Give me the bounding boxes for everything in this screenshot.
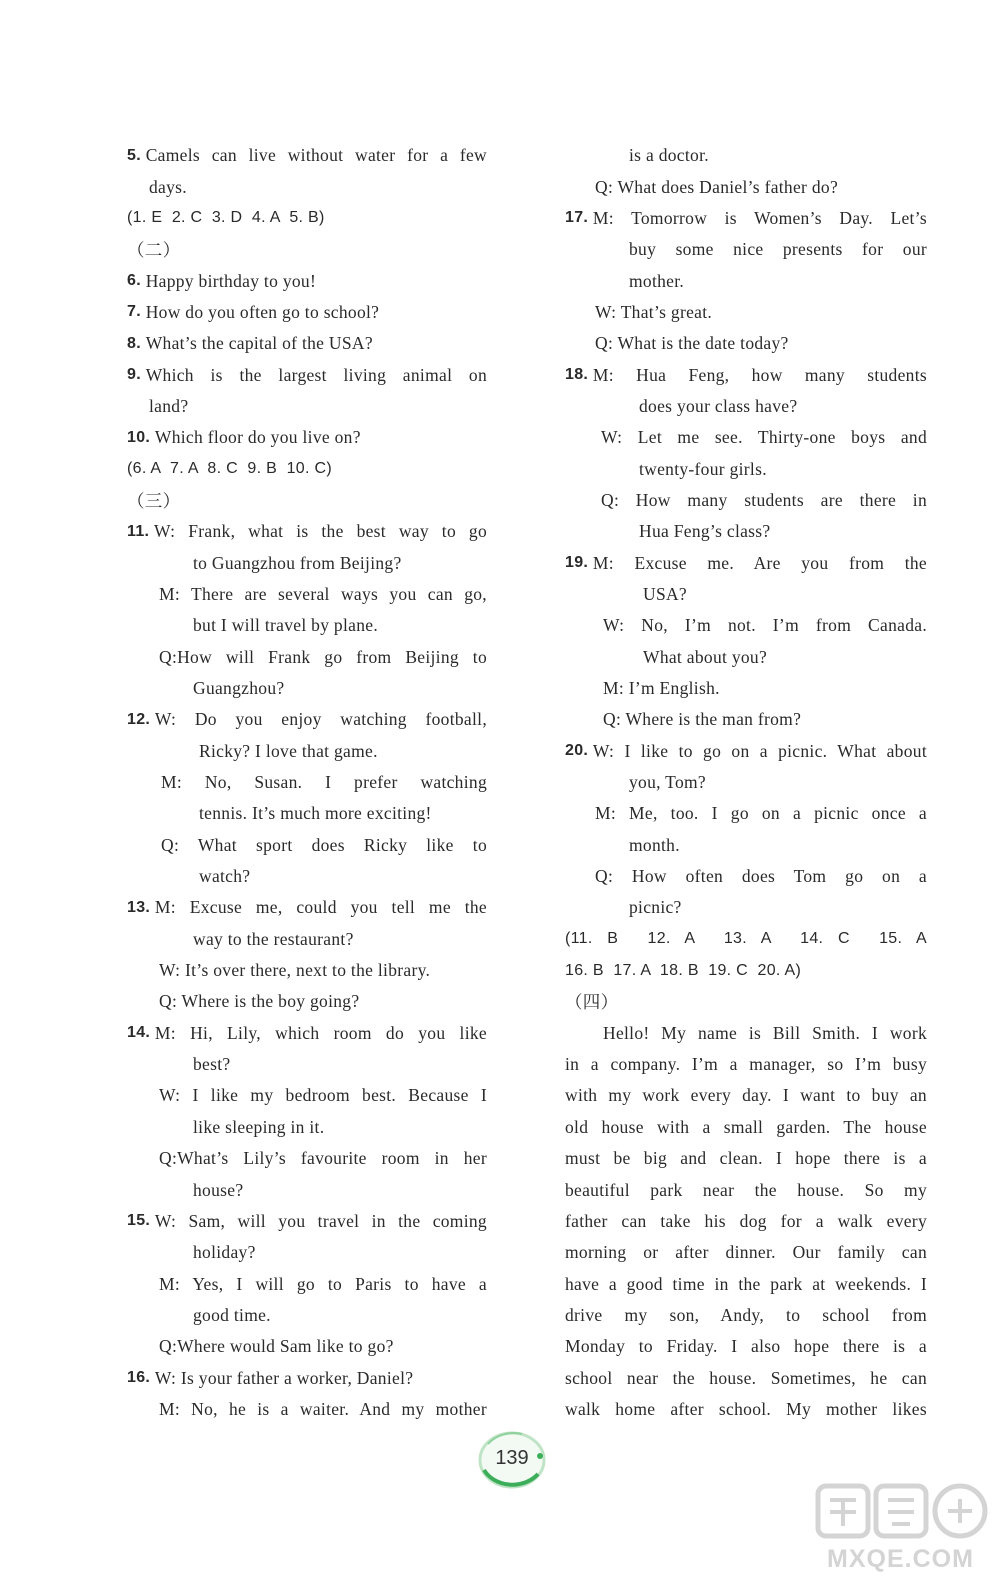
text-line (565, 1049, 927, 1080)
text-run: W: Is your father a worker, Daniel? (154, 1367, 414, 1388)
text-run: you, Tom? (629, 772, 706, 793)
text-line (565, 265, 927, 296)
text-run: M: I’m English. (603, 678, 720, 699)
text-run: 12. (127, 710, 155, 728)
text-line (565, 1080, 927, 1111)
text-run: W: I like to go on a picnic. What about (592, 740, 927, 761)
text-run: Ricky? I love that game. (199, 740, 378, 761)
text-run: 13. (127, 898, 155, 916)
text-line (127, 1362, 487, 1393)
text-run: 14. (127, 1024, 155, 1042)
text-line (127, 1112, 487, 1143)
left-column (127, 140, 487, 1425)
text-run: 19. (565, 554, 593, 572)
text-line (127, 234, 487, 265)
text-run: with my work every day. I want to buy an (565, 1085, 927, 1106)
text-line (565, 1112, 927, 1143)
text-line (565, 830, 927, 861)
text-run: Q: What is the date today? (595, 333, 789, 354)
watermark (808, 1478, 993, 1578)
text-line (127, 830, 487, 861)
text-line (565, 798, 927, 829)
text-run: A (265, 209, 290, 227)
text-line (127, 516, 487, 547)
text-run: Q:Where would Sam like to go? (159, 1336, 394, 1357)
text-line (127, 767, 487, 798)
text-run: walk home after school. My mother likes (565, 1398, 927, 1419)
text-run: Camels can live without water for a few (145, 145, 487, 166)
text-line (565, 579, 927, 610)
text-run: How do you often go to school? (145, 301, 380, 322)
page-number-badge (476, 1430, 548, 1490)
text-run: beautiful park near the house. So my (565, 1179, 927, 1200)
text-run: M: Yes, I will go to Paris to have a (159, 1273, 487, 1294)
text-line (127, 1174, 487, 1205)
text-run: land? (149, 395, 189, 416)
text-line (127, 579, 487, 610)
text-run: What about you? (643, 646, 768, 667)
text-run: （三） (127, 490, 181, 511)
text-run: B) (303, 209, 325, 227)
text-line (127, 171, 487, 202)
text-run: Q: What sport does Ricky like to (161, 834, 487, 855)
text-run: W: Frank, what is the best way to go (154, 521, 487, 542)
text-line (565, 453, 927, 484)
text-run: Which floor do you live on? (154, 427, 361, 448)
text-line (127, 1080, 487, 1111)
text-line (127, 1049, 487, 1080)
text-run: twenty-four girls. (639, 458, 767, 479)
text-line (565, 642, 927, 673)
text-line (565, 140, 927, 171)
watermark-text: MXQE.COM (827, 1545, 974, 1573)
text-line (127, 610, 487, 641)
text-run: M: Hua Feng, how many students (592, 364, 927, 385)
text-line (565, 1018, 927, 1049)
text-run: W: No, I’m not. I’m from Canada. (603, 615, 927, 636)
text-line (565, 892, 927, 923)
text-line (127, 1143, 487, 1174)
text-run: in a company. I’m a manager, so I’m busy (565, 1054, 927, 1075)
text-line (565, 234, 927, 265)
text-run: W: It’s over there, next to the library. (159, 960, 431, 981)
text-line (565, 986, 927, 1017)
text-run: 8. (127, 334, 146, 352)
text-run: M: Hi, Lily, which room do you like (154, 1022, 487, 1043)
text-line (127, 297, 487, 328)
text-run: 16. (127, 1369, 155, 1387)
text-run: Hua Feng’s class? (639, 521, 771, 542)
text-run: M: Excuse me. Are you from the (592, 552, 927, 573)
text-run: watch? (199, 866, 251, 887)
text-run: M: No, Susan. I prefer watching (161, 772, 487, 793)
text-run: (1. (127, 209, 152, 227)
text-line (127, 704, 487, 735)
text-line (127, 485, 487, 516)
text-line (127, 1206, 487, 1237)
text-line (565, 1174, 927, 1205)
text-line (127, 892, 487, 923)
text-run: M: Tomorrow is Women’s Day. Let’s (592, 207, 927, 228)
text-run: father can take his dog for a walk every (565, 1210, 927, 1231)
text-line (565, 1331, 927, 1362)
text-run: 4. (251, 209, 266, 227)
text-run: Q: Where is the man from? (603, 709, 802, 730)
text-run: M: No, he is a waiter. And my mother (159, 1398, 487, 1419)
text-line (565, 297, 927, 328)
text-line (565, 422, 927, 453)
text-run: Q:What’s Lily’s favourite room in her (159, 1148, 487, 1169)
text-run: Which is the largest living animal on (145, 364, 487, 385)
text-line (127, 547, 487, 578)
text-run (162, 209, 172, 227)
text-run: best? (193, 1054, 231, 1075)
text-run: 10. (127, 428, 155, 446)
text-line (127, 673, 487, 704)
text-line (127, 328, 487, 359)
text-line (565, 1206, 927, 1237)
text-line (565, 736, 927, 767)
text-line (565, 1300, 927, 1331)
text-line (127, 1018, 487, 1049)
text-run: Q: How often does Tom go on a (595, 866, 927, 887)
text-run: （二） (127, 240, 181, 261)
text-line (565, 1394, 927, 1425)
text-line (127, 203, 487, 234)
text-line (565, 203, 927, 234)
text-line (565, 359, 927, 390)
text-line (127, 453, 487, 484)
text-run: 20. (565, 742, 593, 760)
text-run: M: Excuse me, could you tell me the (154, 897, 487, 918)
text-run: 6. (127, 272, 146, 290)
text-line (565, 955, 927, 986)
text-line (127, 1268, 487, 1299)
text-line (565, 924, 927, 955)
text-line (127, 1331, 487, 1362)
text-run: (11. B 12. A 13. A 14. C 15. A (565, 930, 927, 948)
text-run: Hello! My name is Bill Smith. I work (603, 1022, 927, 1043)
text-run: tennis. It’s much more exciting! (199, 803, 432, 824)
watermark-logo-icon (808, 1478, 993, 1548)
text-run: is a doctor. (629, 145, 709, 166)
text-line (127, 924, 487, 955)
text-line (127, 736, 487, 767)
text-run: 7. (127, 303, 146, 321)
text-line (565, 547, 927, 578)
text-run: 5. (127, 146, 146, 164)
text-run: way to the restaurant? (193, 928, 354, 949)
text-line (127, 391, 487, 422)
text-run: （四） (565, 992, 619, 1013)
text-run: good time. (193, 1304, 271, 1325)
text-run: W: That’s great. (595, 301, 713, 322)
text-run: house? (193, 1179, 244, 1200)
text-run: (6. A 7. A 8. C 9. B 10. C) (127, 460, 332, 478)
text-run: W: Do you enjoy watching football, (154, 709, 487, 730)
text-line (565, 767, 927, 798)
text-line (565, 1143, 927, 1174)
text-run: but I will travel by plane. (193, 615, 378, 636)
text-run: picnic? (629, 897, 682, 918)
text-line (127, 955, 487, 986)
text-line (565, 1362, 927, 1393)
text-line (565, 1268, 927, 1299)
text-line (127, 422, 487, 453)
text-run: C (185, 209, 212, 227)
text-line (127, 642, 487, 673)
text-line (565, 328, 927, 359)
text-line (127, 861, 487, 892)
text-line (565, 171, 927, 202)
text-line (127, 140, 487, 171)
right-column (565, 140, 927, 1425)
text-line (127, 359, 487, 390)
text-run: Monday to Friday. I also hope there is a (565, 1336, 927, 1357)
text-run: Q:How will Frank go from Beijing to (159, 646, 487, 667)
text-line (565, 610, 927, 641)
text-line (127, 1237, 487, 1268)
text-run: 18. (565, 366, 593, 384)
text-run: Happy birthday to you! (145, 270, 317, 291)
text-run: USA? (643, 583, 687, 604)
text-line (127, 1394, 487, 1425)
text-run: buy some nice presents for our (629, 239, 927, 260)
text-run: old house with a small garden. The house (565, 1116, 927, 1137)
text-run: have a good time in the park at weekends. I (565, 1273, 927, 1294)
text-line (565, 485, 927, 516)
text-line (565, 391, 927, 422)
text-run: 2. (171, 209, 186, 227)
text-line (565, 673, 927, 704)
text-run: What’s the capital of the USA? (145, 333, 373, 354)
text-line (127, 986, 487, 1017)
text-run: must be big and clean. I hope there is a (565, 1148, 927, 1169)
text-run: 9. (127, 366, 146, 384)
text-run: 16. B 17. A 18. B 19. C 20. A) (565, 961, 802, 979)
text-run: W: Let me see. Thirty-one boys and (601, 427, 927, 448)
text-run: 11. (127, 522, 155, 540)
text-run: holiday? (193, 1242, 256, 1263)
text-line (127, 798, 487, 829)
text-run: Q: Where is the boy going? (159, 991, 360, 1012)
text-run: morning or after dinner. Our family can (565, 1242, 927, 1263)
text-run: 17. (565, 209, 593, 227)
text-run: 5. (289, 209, 304, 227)
text-run: M: Me, too. I go on a picnic once a (595, 803, 927, 824)
text-run: W: Sam, will you travel in the coming (154, 1210, 487, 1231)
text-run: does your class have? (639, 395, 798, 416)
text-run: like sleeping in it. (193, 1116, 325, 1137)
text-line (565, 861, 927, 892)
text-run: mother. (629, 270, 685, 291)
text-run: Guangzhou? (193, 678, 285, 699)
text-run: 3. (211, 209, 226, 227)
text-run: days. (149, 176, 187, 197)
text-run: W: I like my bedroom best. Because I (159, 1085, 487, 1106)
text-run: Q: How many students are there in (601, 489, 927, 510)
text-run: M: There are several ways you can go, (159, 583, 487, 604)
text-line (565, 516, 927, 547)
page-number: 139 (495, 1447, 529, 1469)
text-run: E (151, 209, 163, 227)
text-run: Q: What does Daniel’s father do? (595, 176, 839, 197)
text-line (565, 704, 927, 735)
text-run: 15. (127, 1212, 155, 1230)
text-run: to Guangzhou from Beijing? (193, 552, 402, 573)
text-run: drive my son, Andy, to school from (565, 1304, 927, 1325)
text-line (127, 1300, 487, 1331)
text-run: month. (629, 834, 680, 855)
text-line (565, 1237, 927, 1268)
text-run: D (225, 209, 252, 227)
text-line (127, 265, 487, 296)
text-run: school near the house. Sometimes, he can (565, 1367, 927, 1388)
